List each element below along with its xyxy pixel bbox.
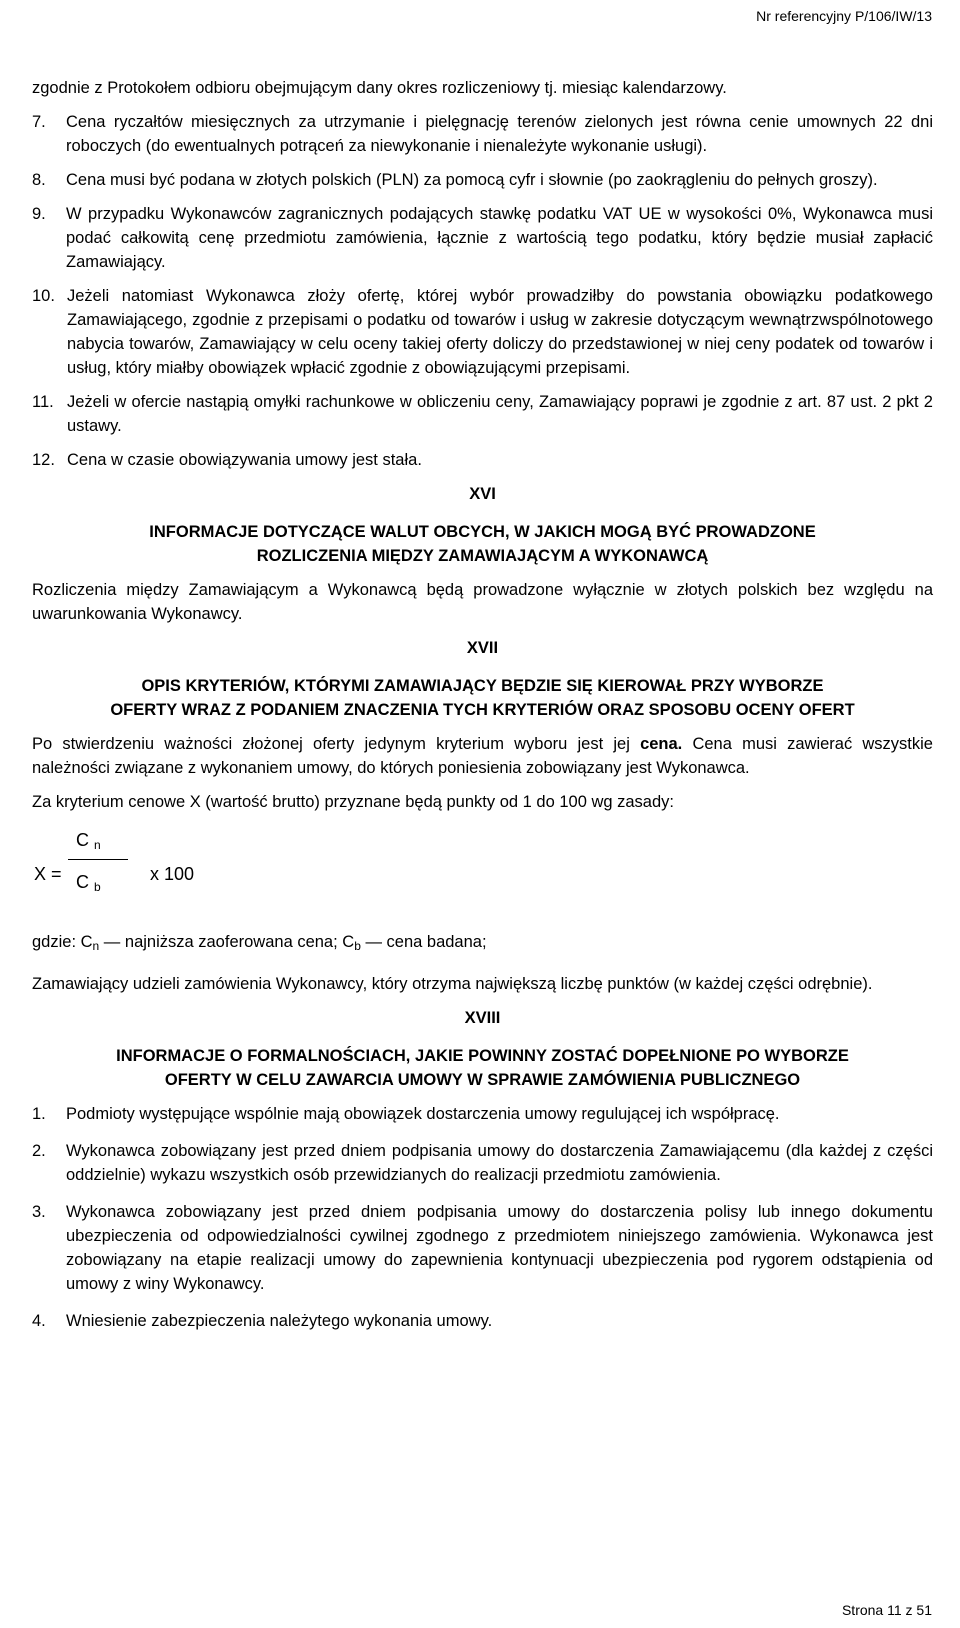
item-text: Cena musi być podana w złotych polskich (PLN) za pomocą cyfr i słownie (po zaokrągleniu do pełnych groszy). bbox=[66, 171, 878, 189]
formula-subscript: b bbox=[94, 880, 101, 894]
formula-multiplier: x 100 bbox=[150, 864, 195, 884]
formalities-list bbox=[32, 1102, 933, 1333]
criterion-bold: cena. bbox=[640, 735, 683, 753]
document-body bbox=[32, 76, 933, 1346]
section-title-line: INFORMACJE O FORMALNOŚCIACH, JAKIE POWINNY ZOSTAĆ DOPEŁNIONE PO WYBORZE bbox=[116, 1047, 849, 1065]
section-title-line: OFERTY W CELU ZAWARCIA UMOWY W SPRAWIE ZAMÓWIENIA PUBLICZNEGO bbox=[164, 1071, 801, 1089]
item-text: Jeżeli natomiast Wykonawca złoży ofertę, której wybór prowadziłby do powstania obowiązku podatkowego Zamawiającego, zgodnie z przepisami o podatku od towarów i usług w zakresie dotyczącym wewnątrzwspólnotowego nabycia towarów, Zamawiający w celu oceny takiej oferty doliczy do przedstawionej w niej ceny podatek od towarów i usług, który miałby obowiązek wpłacić zgodnie z obowiązującymi przepisami. bbox=[67, 287, 933, 377]
item-number: 11. bbox=[32, 393, 54, 411]
section-number: XVIII bbox=[464, 1009, 501, 1027]
section-xvi bbox=[32, 482, 933, 626]
list-item bbox=[32, 448, 933, 472]
formula-symbol: C bbox=[76, 872, 89, 892]
item-number: 10. bbox=[32, 287, 55, 305]
item-number: 8. bbox=[32, 171, 46, 189]
section-title-line: INFORMACJE DOTYCZĄCE WALUT OBCYCH, W JAKICH MOGĄ BYĆ PROWADZONE bbox=[149, 523, 816, 541]
list-item bbox=[32, 284, 933, 380]
section-title bbox=[32, 1044, 933, 1092]
item-text: Cena ryczałtów miesięcznych za utrzymanie i pielęgnację terenów zielonych jest równa cenie umownych 22 dni roboczych (do ewentualnych potrąceń za niewykonanie i nienależyte wykonanie usługi). bbox=[66, 113, 933, 155]
award-paragraph: Zamawiający udzieli zamówienia Wykonawcy, który otrzyma największą liczbę punktów (w każdej części odrębnie). bbox=[32, 975, 873, 993]
item-text: Wykonawca zobowiązany jest przed dniem podpisania umowy do dostarczenia Zamawiającemu (dla każdej z części oddzielnie) wykazu wszystkich osób przewidzianych do realizacji przedmiotu zamówienia. bbox=[66, 1142, 933, 1184]
item-text: Jeżeli w ofercie nastąpią omyłki rachunkowe w obliczeniu ceny, Zamawiający poprawi je zgodnie z art. 87 ust. 2 pkt 2 ustawy. bbox=[67, 393, 933, 435]
item-text: Podmioty występujące wspólnie mają obowiązek dostarczenia umowy regulującej ich współpracę. bbox=[66, 1105, 780, 1123]
price-items-list bbox=[32, 110, 933, 472]
legend-text: gdzie: C bbox=[32, 933, 93, 951]
section-paragraph: Rozliczenia między Zamawiającym a Wykonawcą będą prowadzone wyłącznie w złotych polskich bez względu na uwarunkowania Wykonawcy. bbox=[32, 581, 933, 623]
legend-text: — cena badana; bbox=[360, 933, 487, 951]
list-item bbox=[32, 1102, 933, 1126]
section-xvii bbox=[32, 636, 933, 996]
list-item bbox=[32, 110, 933, 158]
item-number: 3. bbox=[32, 1203, 46, 1221]
section-number: XVI bbox=[469, 485, 496, 503]
formula-symbol: C bbox=[76, 830, 89, 850]
item-text: Wniesienie zabezpieczenia należytego wykonania umowy. bbox=[66, 1312, 493, 1330]
price-formula bbox=[32, 828, 933, 918]
section-title bbox=[32, 520, 933, 568]
scoring-rule-paragraph: Za kryterium cenowe X (wartość brutto) przyznane będą punkty od 1 do 100 wg zasady: bbox=[32, 793, 674, 811]
formula-legend bbox=[32, 930, 933, 958]
list-item bbox=[32, 1200, 933, 1296]
item-number: 4. bbox=[32, 1312, 46, 1330]
section-title-line: OFERTY WRAZ Z PODANIEM ZNACZENIA TYCH KRYTERIÓW ORAZ SPOSOBU OCENY OFERT bbox=[110, 701, 855, 719]
section-title-line: ROZLICZENIA MIĘDZY ZAMAWIAJĄCYM A WYKONAWCĄ bbox=[256, 547, 709, 565]
list-item bbox=[32, 202, 933, 274]
section-title-line: OPIS KRYTERIÓW, KTÓRYMI ZAMAWIAJĄCY BĘDZIE SIĘ KIEROWAŁ PRZY WYBORZE bbox=[141, 677, 824, 695]
item-number: 2. bbox=[32, 1142, 46, 1160]
criterion-paragraph bbox=[32, 732, 933, 780]
item-text: W przypadku Wykonawców zagranicznych podających stawkę podatku VAT UE w wysokości 0%, Wykonawca musi podać całkowitą cenę przedmiotu zamówienia, łącznie z wartością tego podatku, który będzie musiał zapłacić Zamawiający. bbox=[66, 205, 933, 271]
item-number: 9. bbox=[32, 205, 46, 223]
list-item bbox=[32, 1309, 933, 1333]
item-number: 7. bbox=[32, 113, 46, 131]
formula-denominator bbox=[76, 870, 101, 899]
item-text: Cena w czasie obowiązywania umowy jest stała. bbox=[67, 451, 422, 469]
criterion-text-cont: Cena musi zawierać wszystkie należności związane z wykonaniem umowy, do których poniesienia zobowiązany jest Wykonawca. bbox=[32, 735, 933, 777]
section-title bbox=[32, 674, 933, 722]
formula-lhs: X = bbox=[34, 864, 62, 884]
list-item bbox=[32, 390, 933, 438]
fraction-line bbox=[68, 859, 128, 860]
legend-subscript: n bbox=[92, 939, 100, 953]
list-item bbox=[32, 168, 933, 192]
list-item bbox=[32, 1139, 933, 1187]
intro-paragraph: zgodnie z Protokołem odbioru obejmującym dany okres rozliczeniowy tj. miesiąc kalendarzowy. bbox=[32, 79, 727, 97]
section-number: XVII bbox=[466, 639, 499, 657]
page-number: Strona 11 z 51 bbox=[841, 1602, 932, 1618]
item-number: 1. bbox=[32, 1105, 46, 1123]
section-xviii bbox=[32, 1006, 933, 1333]
formula-subscript: n bbox=[94, 838, 101, 852]
legend-text: — najniższa zaoferowana cena; C bbox=[99, 933, 355, 951]
item-number: 12. bbox=[32, 451, 55, 469]
legend-subscript: b bbox=[354, 939, 361, 953]
document-reference: Nr referencyjny P/106/IW/13 bbox=[756, 8, 932, 24]
criterion-text: Po stwierdzeniu ważności złożonej oferty jedynym kryterium wyboru jest jej bbox=[32, 735, 641, 753]
item-text: Wykonawca zobowiązany jest przed dniem podpisania umowy do dostarczenia polisy lub innego dokumentu ubezpieczenia od odpowiedzialności cywilnej zgodnego z przedmiotem niniejszego zamówienia. Wykonawca jest zobowiązany na etapie realizacji umowy do zapewnienia kontynuacji ubezpieczenia pod rygorem odstąpienia od umowy z winy Wykonawcy. bbox=[66, 1203, 933, 1293]
formula-numerator bbox=[76, 828, 101, 857]
